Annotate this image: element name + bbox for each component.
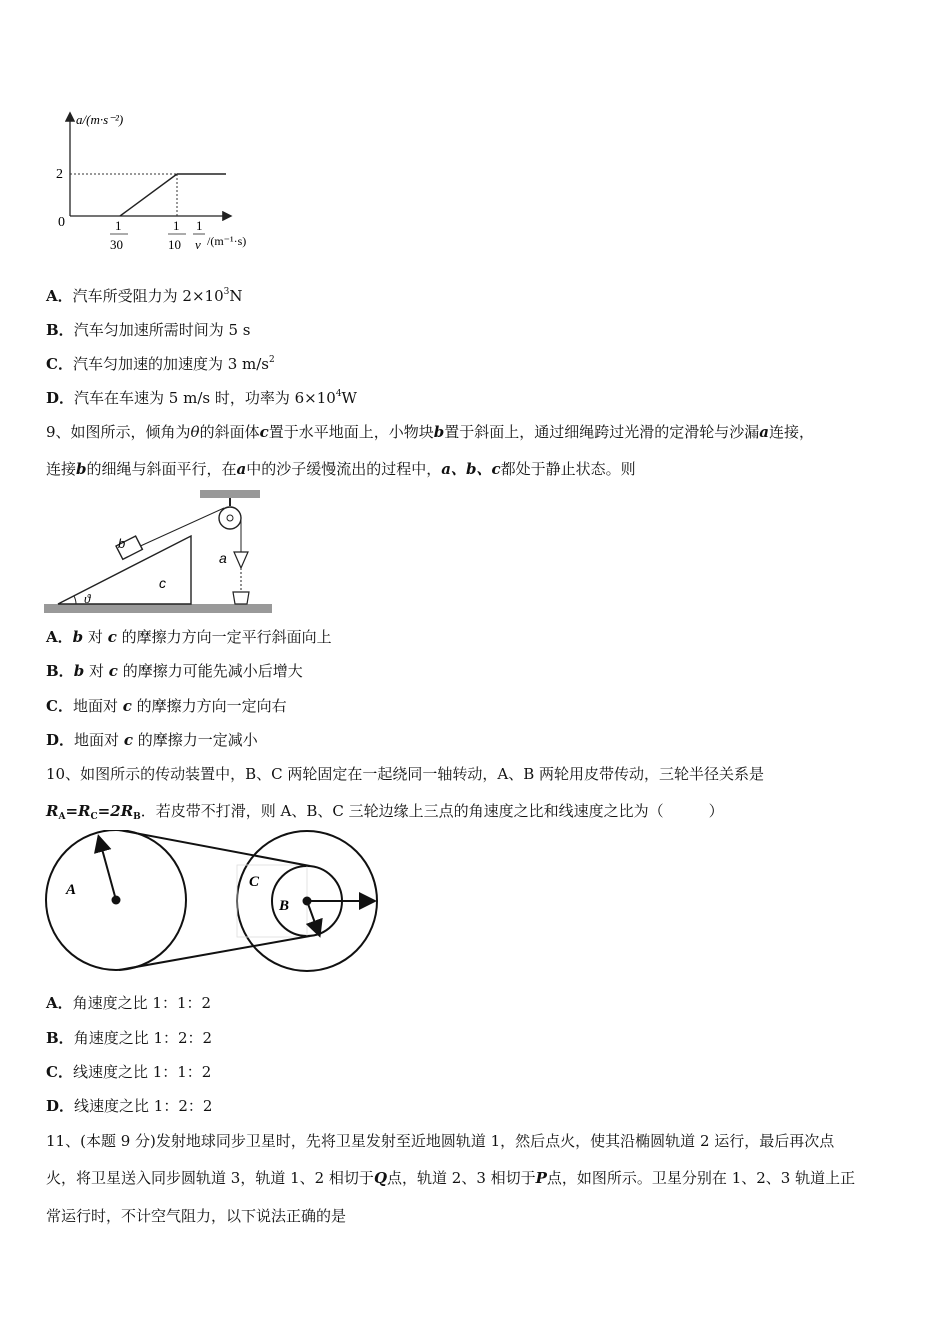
label-a: a <box>219 550 227 566</box>
radius-a-arrow <box>99 838 116 900</box>
q8-option-b: B．汽车匀加速所需时间为 5 s <box>46 321 251 339</box>
x-tick-2-den: 10 <box>168 237 181 252</box>
incline-pulley-figure <box>44 488 276 618</box>
ceiling-support <box>200 490 260 498</box>
q8-option-d: D．汽车在车速为 5 m/s 时，功率为 $6\times 10^4W$ <box>46 389 357 407</box>
q10-option-c: C．线速度之比 1：1：2 <box>46 1063 212 1081</box>
q8-option-c: C．汽车匀加速的加速度为 3 $m/s^2$ <box>46 355 275 373</box>
x-label-num: 1 <box>196 218 203 233</box>
y-axis-label: a/(m·s⁻²) <box>76 112 124 127</box>
q10-stem-line1: 10、如图所示的传动装置中，B、C 两轮固定在一起绕同一轴转动，A、B 两轮用皮带传动，三轮半径关系是 <box>46 765 764 783</box>
hourglass-a <box>234 552 248 568</box>
label-wheel-b: B <box>279 898 290 914</box>
belt-drive-figure <box>40 830 385 975</box>
label-c: c <box>159 575 166 591</box>
ground <box>44 604 272 613</box>
q9-stem-line2: 连接b的细绳与斜面平行，在a中的沙子缓慢流出的过程中，a、b、c都处于静止状态。则 <box>46 460 636 478</box>
x-tick-1-num: 1 <box>115 218 122 233</box>
graph-ramp <box>120 174 177 216</box>
belt-bottom <box>119 936 310 970</box>
q9-option-d: D．地面对 c 的摩擦力一定减小 <box>46 731 258 749</box>
q11-stem-line1: 11、(本题 9 分)发射地球同步卫星时，先将卫星发射至近地圆轨道 1，然后点火，使其沿椭圆轨道 2 运行，最后再次点 <box>46 1132 835 1150</box>
y-tick-2: 2 <box>56 167 63 182</box>
q9-stem-line1: 9、如图所示，倾角为θ的斜面体c置于水平地面上，小物块b置于斜面上，通过细绳跨过光滑的定滑轮与沙漏a连接， <box>46 423 815 441</box>
x-tick-1-den: 30 <box>110 237 123 252</box>
origin-label: 0 <box>58 215 65 230</box>
acceleration-graph <box>50 104 275 264</box>
q11-stem-line3: 常运行时，不计空气阻力，以下说法正确的是 <box>46 1207 347 1225</box>
label-theta: ϑ <box>84 591 91 606</box>
x-label-unit: /(m⁻¹·s) <box>207 234 247 248</box>
radius-b-arrow <box>307 901 319 934</box>
q8-option-a: A．汽车所受阻力为 $2\times 10^3N$ <box>46 287 243 305</box>
q9-option-a: A．b 对 c 的摩擦力方向一定平行斜面向上 <box>46 628 332 646</box>
q11-stem-line2: 火，将卫星送入同步圆轨道 3，轨道 1、2 相切于Q点，轨道 2、3 相切于P点，如图所示。卫星分别在 1、2、3 轨道上正 <box>46 1169 856 1187</box>
q10-stem-line2: $R_A=R_C=2R_B$．若皮带不打滑，则 A、B、C 三轮边缘上三点的角速度之比和线速度之比为（ ） <box>46 802 724 822</box>
q10-option-b: B．角速度之比 1：2：2 <box>46 1029 213 1047</box>
x-tick-2-num: 1 <box>173 218 180 233</box>
q10-option-a: A．角速度之比 1：1：2 <box>46 994 212 1012</box>
label-b: b <box>118 536 126 551</box>
q9-option-c: C．地面对 c 的摩擦力方向一定向右 <box>46 697 287 715</box>
label-wheel-c: C <box>249 874 260 890</box>
q9-option-b: B．b 对 c 的摩擦力可能先减小后增大 <box>46 662 303 680</box>
label-wheel-a: A <box>66 882 77 898</box>
bucket <box>233 592 249 604</box>
x-label-den: v <box>195 237 201 252</box>
q10-option-d: D．线速度之比 1：2：2 <box>46 1097 213 1115</box>
